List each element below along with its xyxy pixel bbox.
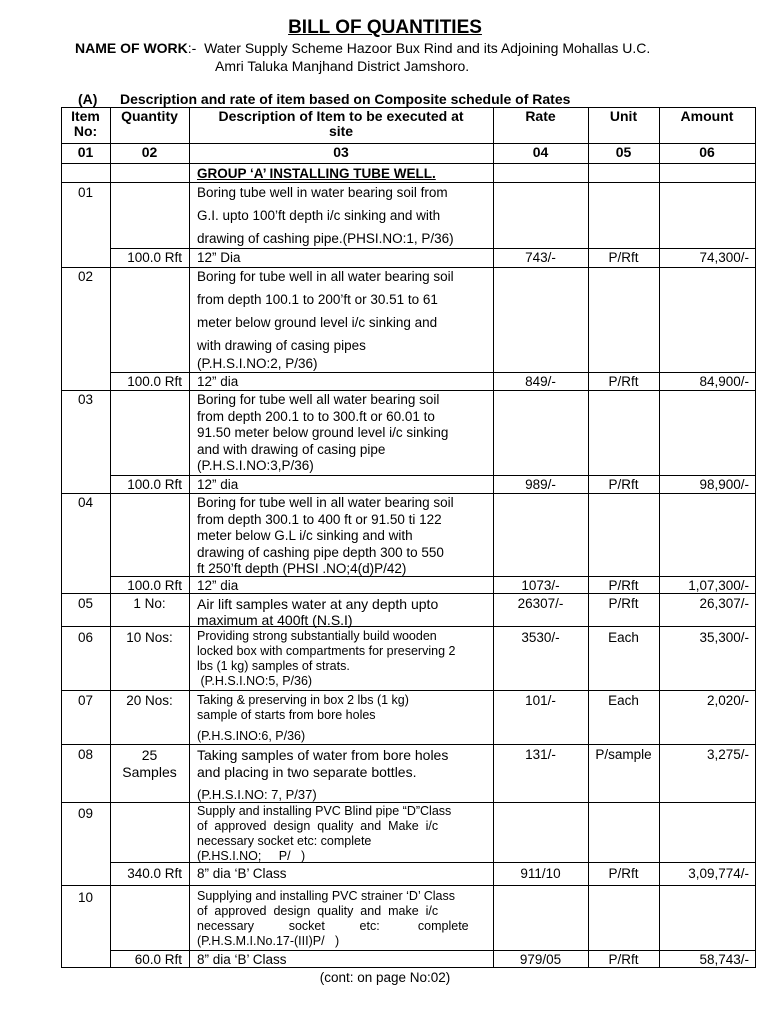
header-unit: Unit xyxy=(609,108,638,124)
item-amount: 35,300/- xyxy=(699,630,749,645)
item-sub-description: 12” dia xyxy=(197,578,239,593)
item-quantity: 340.0 Rft xyxy=(127,866,182,881)
row-rule xyxy=(61,690,756,691)
item-quantity: 100.0 Rft xyxy=(127,578,182,593)
item-amount: 26,307/- xyxy=(699,596,749,611)
item-amount: 58,743/- xyxy=(699,952,749,967)
item-rate: 849/- xyxy=(525,374,556,389)
row-rule xyxy=(61,163,756,164)
item-quantity: 25 Samples xyxy=(122,747,177,780)
item-no: 04 xyxy=(77,495,94,510)
col-number: 05 xyxy=(615,144,632,160)
col-rule xyxy=(755,107,756,968)
col-rule xyxy=(110,107,111,968)
item-unit: P/Rft xyxy=(608,477,639,492)
item-no: 03 xyxy=(77,392,94,407)
item-no: 01 xyxy=(77,185,94,200)
col-rule xyxy=(493,107,494,968)
row-rule xyxy=(61,390,756,391)
item-no: 09 xyxy=(77,806,94,821)
section-heading xyxy=(78,91,570,107)
col-rule xyxy=(61,107,62,968)
bill-of-quantities-table xyxy=(61,107,756,968)
section-text: Description and rate of item based on Composite schedule of Rates xyxy=(120,91,571,107)
item-unit: P/Rft xyxy=(608,374,639,389)
row-rule xyxy=(110,372,756,373)
item-unit: Each xyxy=(608,693,639,708)
item-unit: Each xyxy=(608,630,639,645)
item-description: Taking samples of water from bore holes and placing in two separate bottles. (P.H.S.I.NO: 7, P/37) xyxy=(197,747,449,802)
item-amount: 3,09,774/- xyxy=(688,866,749,881)
item-no: 10 xyxy=(77,890,94,905)
item-description: Boring tube well in water bearing soil from G.I. upto 100’ft depth i/c sinking and with drawing of cashing pipe.(PHSI.NO:1, P/36) xyxy=(197,185,454,246)
item-sub-description: 8” dia ‘B’ Class xyxy=(197,952,287,967)
item-amount: 3,275/- xyxy=(706,747,749,762)
header-rate: Rate xyxy=(525,108,556,124)
item-amount: 84,900/- xyxy=(699,374,749,389)
item-quantity: 10 Nos: xyxy=(126,630,173,645)
header-item-no: Item No: xyxy=(71,108,100,139)
item-no: 08 xyxy=(77,747,94,762)
col-rule xyxy=(189,107,190,968)
col-rule xyxy=(588,107,589,968)
item-description: Taking & preserving in box 2 lbs (1 kg) sample of starts from bore holes (P.H.S.INO:6, P/36) xyxy=(197,693,409,743)
header-description: Description of Item to be executed at site xyxy=(218,108,464,139)
item-description: Supplying and installing PVC strainer ‘D’ Class of approved design quality and make i/c necessary socket etc: complete (P.H.S.M.I.No.17-(III)P/ ) xyxy=(197,889,469,948)
name-of-work-line2: Amri Taluka Manjhand District Jamshoro. xyxy=(215,58,470,74)
item-rate: 3530/- xyxy=(521,630,560,645)
header-quantity: Quantity xyxy=(121,108,178,124)
col-number: 01 xyxy=(77,144,94,160)
item-unit: P/sample xyxy=(595,747,652,762)
item-description: Boring for tube well in all water bearing soil from depth 100.1 to 200’ft or 30.51 to 61 meter below ground level i/c sinking and with drawing of casing pipes (P.H.S.I.NO:2, P/36) xyxy=(197,269,454,371)
item-quantity: 20 Nos: xyxy=(126,693,173,708)
section-label: (A) xyxy=(78,91,98,107)
item-unit: P/Rft xyxy=(608,596,639,611)
name-of-work-separator: :- xyxy=(187,40,197,56)
item-amount: 2,020/- xyxy=(706,693,749,708)
col-rule xyxy=(659,107,660,968)
row-rule xyxy=(61,885,756,886)
item-amount: 98,900/- xyxy=(699,477,749,492)
item-no: 07 xyxy=(77,693,94,708)
col-number: 06 xyxy=(699,144,715,160)
header-amount: Amount xyxy=(680,108,734,124)
item-unit: P/Rft xyxy=(608,952,639,967)
item-rate: 1073/- xyxy=(521,578,560,593)
item-rate: 101/- xyxy=(525,693,556,708)
page-title: BILL OF QUANTITIES xyxy=(288,17,482,38)
col-number: 02 xyxy=(141,144,158,160)
item-rate: 979/05 xyxy=(519,952,562,967)
item-unit: P/Rft xyxy=(608,578,639,593)
name-of-work-label: NAME OF WORK xyxy=(75,40,188,56)
row-rule xyxy=(61,493,756,494)
item-sub-description: 12” dia xyxy=(197,374,239,389)
item-description: Boring for tube well all water bearing soil from depth 200.1 to to 300.ft or 60.01 to 91.50 meter below ground level i/c sinking and with drawing of casing pipe (P.H.S.I.NO:3,P/36) xyxy=(197,392,449,473)
item-sub-description: 12” dia xyxy=(197,477,239,492)
col-number: 04 xyxy=(532,144,549,160)
item-amount: 74,300/- xyxy=(699,250,749,265)
item-no: 05 xyxy=(77,596,94,611)
item-quantity: 100.0 Rft xyxy=(127,250,182,265)
row-rule xyxy=(61,267,756,268)
row-rule xyxy=(110,475,756,476)
name-of-work-line1: Water Supply Scheme Hazoor Bux Rind and its Adjoining Mohallas U.C. xyxy=(204,40,651,56)
name-of-work xyxy=(75,39,650,57)
item-description: Boring for tube well in all water bearing soil from depth 300.1 to 400 ft or 91.50 ti 122 meter below G.L i/c sinking and with drawing of cashing pipe depth 300 to 550 ft 250’ft depth (PHSI .NO;4(d)P/42) xyxy=(197,495,454,576)
col-number: 03 xyxy=(333,144,349,160)
group-title: GROUP ‘A’ INSTALLING TUBE WELL. xyxy=(197,166,436,181)
item-unit: P/Rft xyxy=(608,250,639,265)
row-rule xyxy=(110,950,756,951)
item-quantity: 1 No: xyxy=(133,596,166,611)
item-sub-description: 8” dia ‘B’ Class xyxy=(197,866,287,881)
item-rate: 743/- xyxy=(525,250,556,265)
continuation-note: (cont: on page No:02) xyxy=(319,970,451,985)
item-quantity: 100.0 Rft xyxy=(127,477,182,492)
row-rule xyxy=(61,744,756,745)
item-description: Providing strong substantially build wooden locked box with compartments for preserving 2 lbs (1 kg) samples of strats. (P.H.S.I.NO:5, P/36) xyxy=(197,629,456,688)
item-description: Supply and installing PVC Blind pipe “D”Class of approved design quality and Make i/c necessary socket etc: complete (P.HS.I.NO; P/ ) xyxy=(197,804,452,863)
item-rate: 131/- xyxy=(525,747,556,762)
item-no: 02 xyxy=(77,269,94,284)
row-rule xyxy=(61,593,756,594)
item-quantity: 60.0 Rft xyxy=(134,952,182,967)
row-rule xyxy=(61,143,756,144)
item-description: Air lift samples water at any depth upto maximum at 400ft (N.S.I) xyxy=(197,596,439,628)
item-rate: 989/- xyxy=(525,477,556,492)
item-sub-description: 12” Dia xyxy=(197,250,241,265)
item-rate: 911/10 xyxy=(520,866,561,881)
item-rate: 26307/- xyxy=(517,596,564,611)
item-amount: 1,07,300/- xyxy=(688,578,749,593)
item-quantity: 100.0 Rft xyxy=(127,374,182,389)
item-no: 06 xyxy=(77,630,94,645)
item-unit: P/Rft xyxy=(608,866,639,881)
row-rule xyxy=(61,967,756,968)
